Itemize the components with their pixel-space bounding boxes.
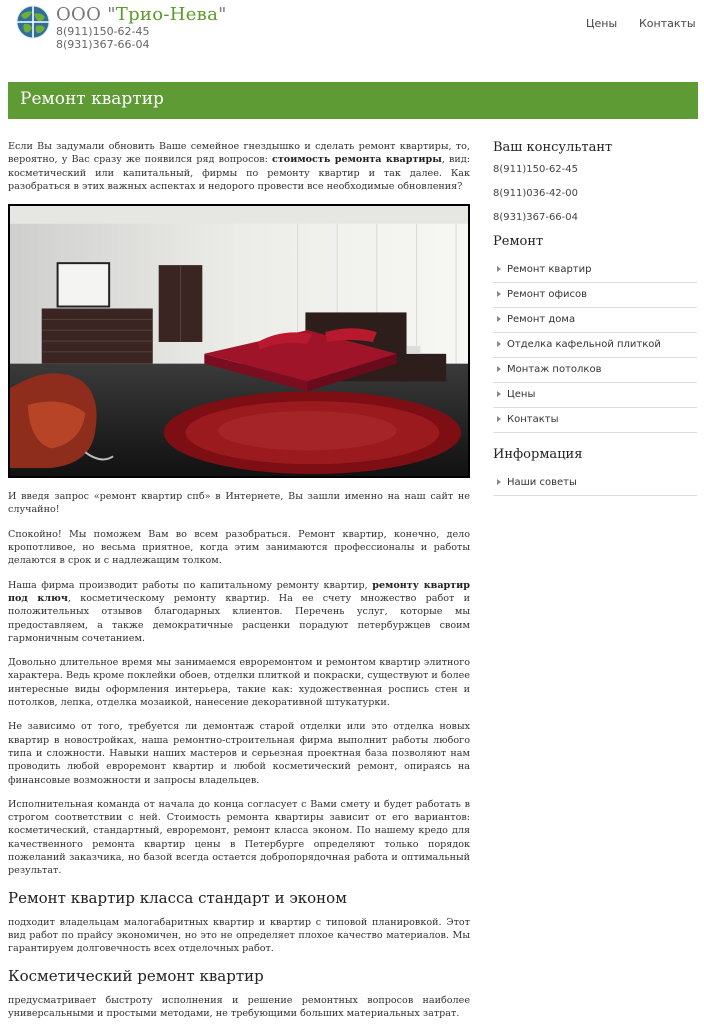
arrow-right-icon <box>497 291 501 297</box>
sidebar-item-label: Цены <box>507 389 536 400</box>
sidebar-item-office-repair[interactable] <box>493 283 697 308</box>
consultant-phone-1: 8(911)150-62-45 <box>493 164 579 175</box>
page-title: Ремонт квартир <box>20 89 164 109</box>
intro-bold-link: стоимость ремонта квартиры <box>272 154 442 166</box>
intro-text-c: , вид: косметический или капитальный, фирмы по ремонту квартир и так далее. Как разобраться в этих важных аспектах и недорого провести все необходимые обновления? <box>8 154 470 192</box>
sidebar-item-label: Отделка кафельной плиткой <box>507 339 661 350</box>
section-heading-cosmetic: Косметический ремонт квартир <box>8 966 264 985</box>
p4-text-a: Наша фирма производит работы по капитальному ремонту квартир, <box>8 579 373 591</box>
arrow-right-icon <box>497 341 501 347</box>
sidebar-item-label: Контакты <box>507 414 559 425</box>
paragraph-8: подходит владельцам малогабаритных квартир и квартир с типовой планировкой. Этот вид работ по прайсу экономичен, но это не определяет плохое качество материалов. Мы гарантируем долговечность всех отделочных работ. <box>8 916 470 955</box>
info-menu <box>493 471 697 496</box>
repair-menu <box>493 258 697 433</box>
sidebar-item-label: Ремонт квартир <box>507 264 592 275</box>
bedroom-photo <box>8 204 470 478</box>
arrow-right-icon <box>497 366 501 372</box>
arrow-right-icon <box>497 479 501 485</box>
sidebar-item-label: Ремонт дома <box>507 314 576 325</box>
intro-paragraph <box>8 140 470 193</box>
sidebar-item-our-tips[interactable] <box>493 471 697 496</box>
intro-text-a: Если Вы задумали обновить Ваше семейное гнездышко и сделать ремонт квартиры, то, вероятно, у Вас сразу же появился ряд вопросов: <box>8 141 470 166</box>
arrow-right-icon <box>497 416 501 422</box>
consultant-phone-2: 8(911)036-42-00 <box>493 188 579 199</box>
site-header <box>0 0 704 60</box>
info-heading: Информация <box>493 447 583 462</box>
sidebar-item-label: Монтаж потолков <box>507 364 602 375</box>
sidebar-item-label: Ремонт офисов <box>507 289 588 300</box>
company-suffix: " <box>218 4 227 25</box>
arrow-right-icon <box>497 316 501 322</box>
arrow-right-icon <box>497 266 501 272</box>
sidebar-item-contacts[interactable] <box>493 408 697 433</box>
paragraph-9: предусматривает быстроту исполнения и решение ремонтных вопросов наиболее универсальными и простыми методами, не требующими больших материальных затрат. <box>8 994 470 1019</box>
paragraph-3: Спокойно! Мы поможем Вам во всем разобраться. Ремонт квартир, конечно, дело кропотливое, но весьма приятное, когда этим занимаются профессионалы и работы делаются в срок и с надлежащим толком. <box>8 528 470 567</box>
sidebar-item-house-repair[interactable] <box>493 308 697 333</box>
arrow-right-icon <box>497 391 501 397</box>
company-name[interactable] <box>56 4 227 25</box>
main-content <box>8 140 470 1031</box>
repair-heading: Ремонт <box>493 234 544 249</box>
consultant-heading: Ваш консультант <box>493 140 613 155</box>
globe-icon[interactable] <box>16 5 50 39</box>
sidebar-item-prices[interactable] <box>493 383 697 408</box>
sidebar-item-ceilings[interactable] <box>493 358 697 383</box>
paragraph-4 <box>8 579 470 645</box>
page-title-bar <box>8 82 698 119</box>
paragraph-2: И введя запрос «ремонт квартир спб» в Интернете, Вы зашли именно на наш сайт не случайно! <box>8 491 470 516</box>
sidebar-item-tiling[interactable] <box>493 333 697 358</box>
sidebar-item-apartment-repair[interactable] <box>493 258 697 283</box>
company-brand: Трио-Нева <box>115 4 219 25</box>
paragraph-6: Не зависимо от того, требуется ли демонтаж старой отделки или это отделка новых квартир в новостройках, наша ремонтно-строительная фирма выполнит работы любого типа и сложности. Навыки наших мастеров и серьезная проектная база позволяют нам проводить любой евроремонт квартир и любой косметический ремонт, опираясь на финансовые возможности и запросы владельцев. <box>8 721 470 786</box>
nav-link-contacts[interactable]: Контакты <box>639 17 696 30</box>
paragraph-5: Довольно длительное время мы занимаемся евроремонтом и ремонтом квартир элитного характера. Ведь кроме поклейки обоев, отделки плиткой и покраски, существуют и более интересные виды оформления интерьера, такие как: художественная роспись стен и потолков, лепка, отделка мозаикой, нанесение декоративной штукатурки. <box>8 657 470 709</box>
header-phone-2: 8(931)367-66-04 <box>56 38 150 51</box>
sidebar-item-label: Наши советы <box>507 477 577 488</box>
paragraph-7: Исполнительная команда от начала до конца согласует с Вами смету и будет работать в строгом соответствии с ней. Стоимость ремонта квартиры зависит от его вариантов: косметический, стандартный, евроремонт, ремонт класса эконом. По нашему кредо для качественного ремонта квартир цены в Петербурге определяют только порядок пожеланий заказчика, но базой всегда остается добропорядочная работа и оптимальный результат. <box>8 798 470 877</box>
p4-text-c: , косметическому ремонту квартир. На ее счету множество работ и положительных отзывов благодарных клиентов. Перечень услуг, которые мы предоставляем, а также демократичные расценки порадуют петербуржцев своим гармоничным сочетанием. <box>8 592 470 644</box>
nav-link-prices[interactable]: Цены <box>586 17 618 30</box>
company-prefix: ООО " <box>56 4 116 25</box>
header-phone-1: 8(911)150-62-45 <box>56 25 150 38</box>
section-heading-standard: Ремонт квартир класса стандарт и эконом <box>8 888 347 907</box>
consultant-phone-3: 8(931)367-66-04 <box>493 212 579 223</box>
p4-bold-link: ремонту квартир под ключ <box>8 579 471 604</box>
